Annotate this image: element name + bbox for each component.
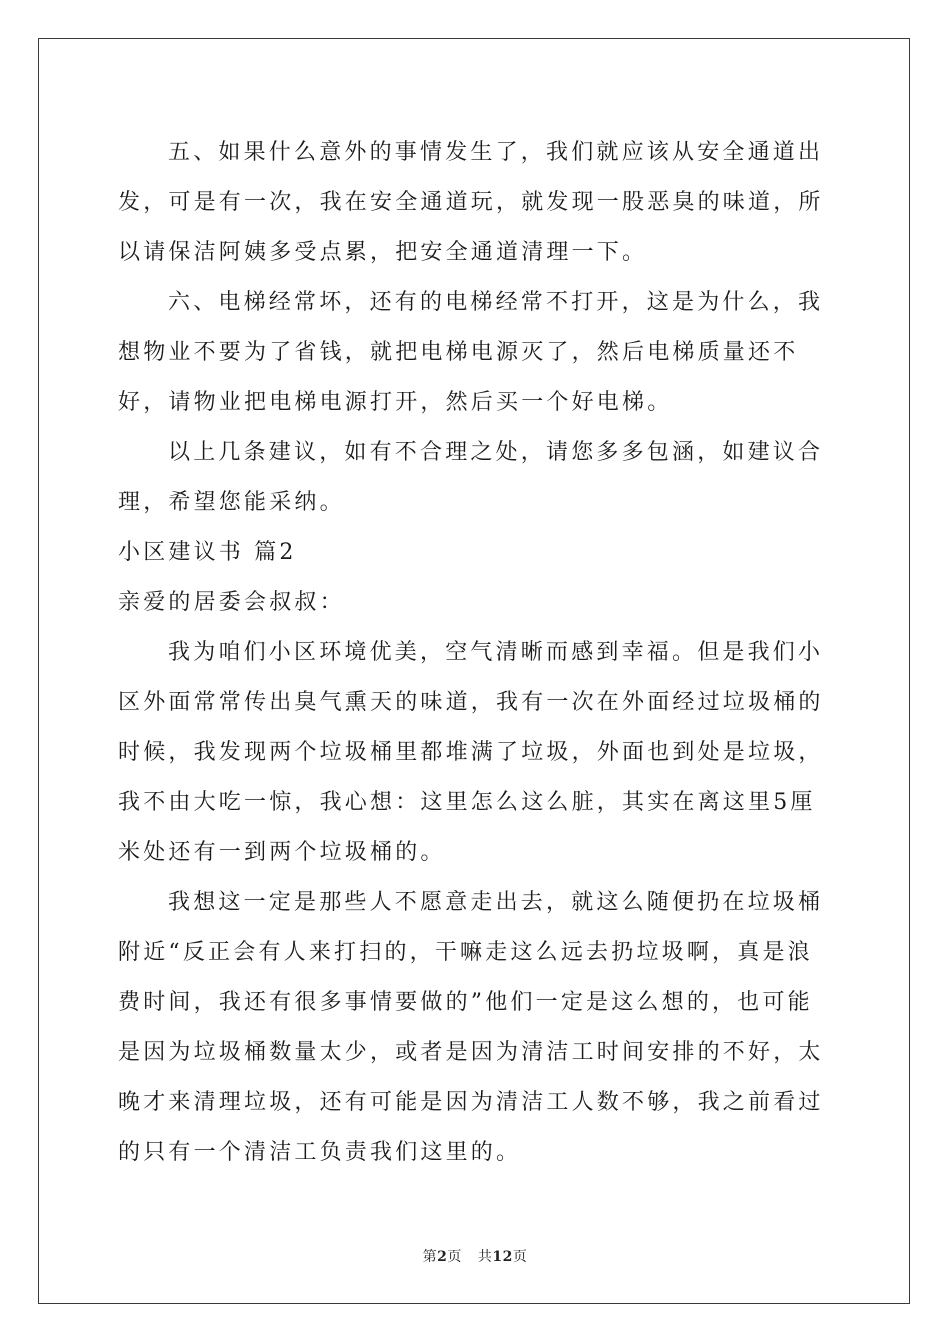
page-number: 2 [437, 1249, 448, 1265]
document-body [118, 128, 834, 1178]
page-footer [0, 1246, 950, 1266]
paragraph-body-1: 我为咱们小区环境优美，空气清晰而感到幸福。但是我们小区外面常常传出臭气熏天的味道，我有一次在外面经过垃圾桶的时候，我发现两个垃圾桶里都堆满了垃圾，外面也到处是垃圾，我不由大吃一惊，我心想：这里怎么这么脏，其实在离这里5厘米处还有一到两个垃圾桶的。 [118, 640, 824, 865]
total-prefix: 共 [477, 1249, 493, 1265]
page-suffix: 页 [447, 1249, 462, 1265]
paragraph-item-6: 六、电梯经常坏，还有的电梯经常不打开，这是为什么，我想物业不要为了省钱，就把电梯电源灭了，然后电梯质量还不好，请物业把电梯电源打开，然后买一个好电梯。 [118, 290, 824, 415]
paragraph-body-2: 我想这一定是那些人不愿意走出去，就这么随便扔在垃圾桶附近“反正会有人来打扫的，干嘛走这么远去扔垃圾啊，真是浪费时间，我还有很多事情要做的”他们一定是这么想的，也可能是因为垃圾桶数量太少，或者是因为清洁工时间安排的不好，太晚才来清理垃圾，还有可能是因为清洁工人数不够，我之前看过的只有一个清洁工负责我们这里的。 [118, 890, 824, 1165]
total-suffix: 页 [512, 1249, 528, 1265]
paragraph-closing: 以上几条建议，如有不合理之处，请您多多包涵，如建议合理，希望您能采纳。 [118, 440, 824, 515]
page-prefix: 第 [422, 1249, 438, 1265]
paragraph-item-5: 五、如果什么意外的事情发生了，我们就应该从安全通道出发，可是有一次，我在安全通道玩，就发现一股恶臭的味道，所以请保洁阿姨多受点累，把安全通道清理一下。 [118, 140, 824, 265]
total-pages: 12 [492, 1249, 513, 1265]
salutation: 亲爱的居委会叔叔： [118, 590, 345, 615]
section-heading: 小区建议书 篇2 [118, 540, 297, 565]
